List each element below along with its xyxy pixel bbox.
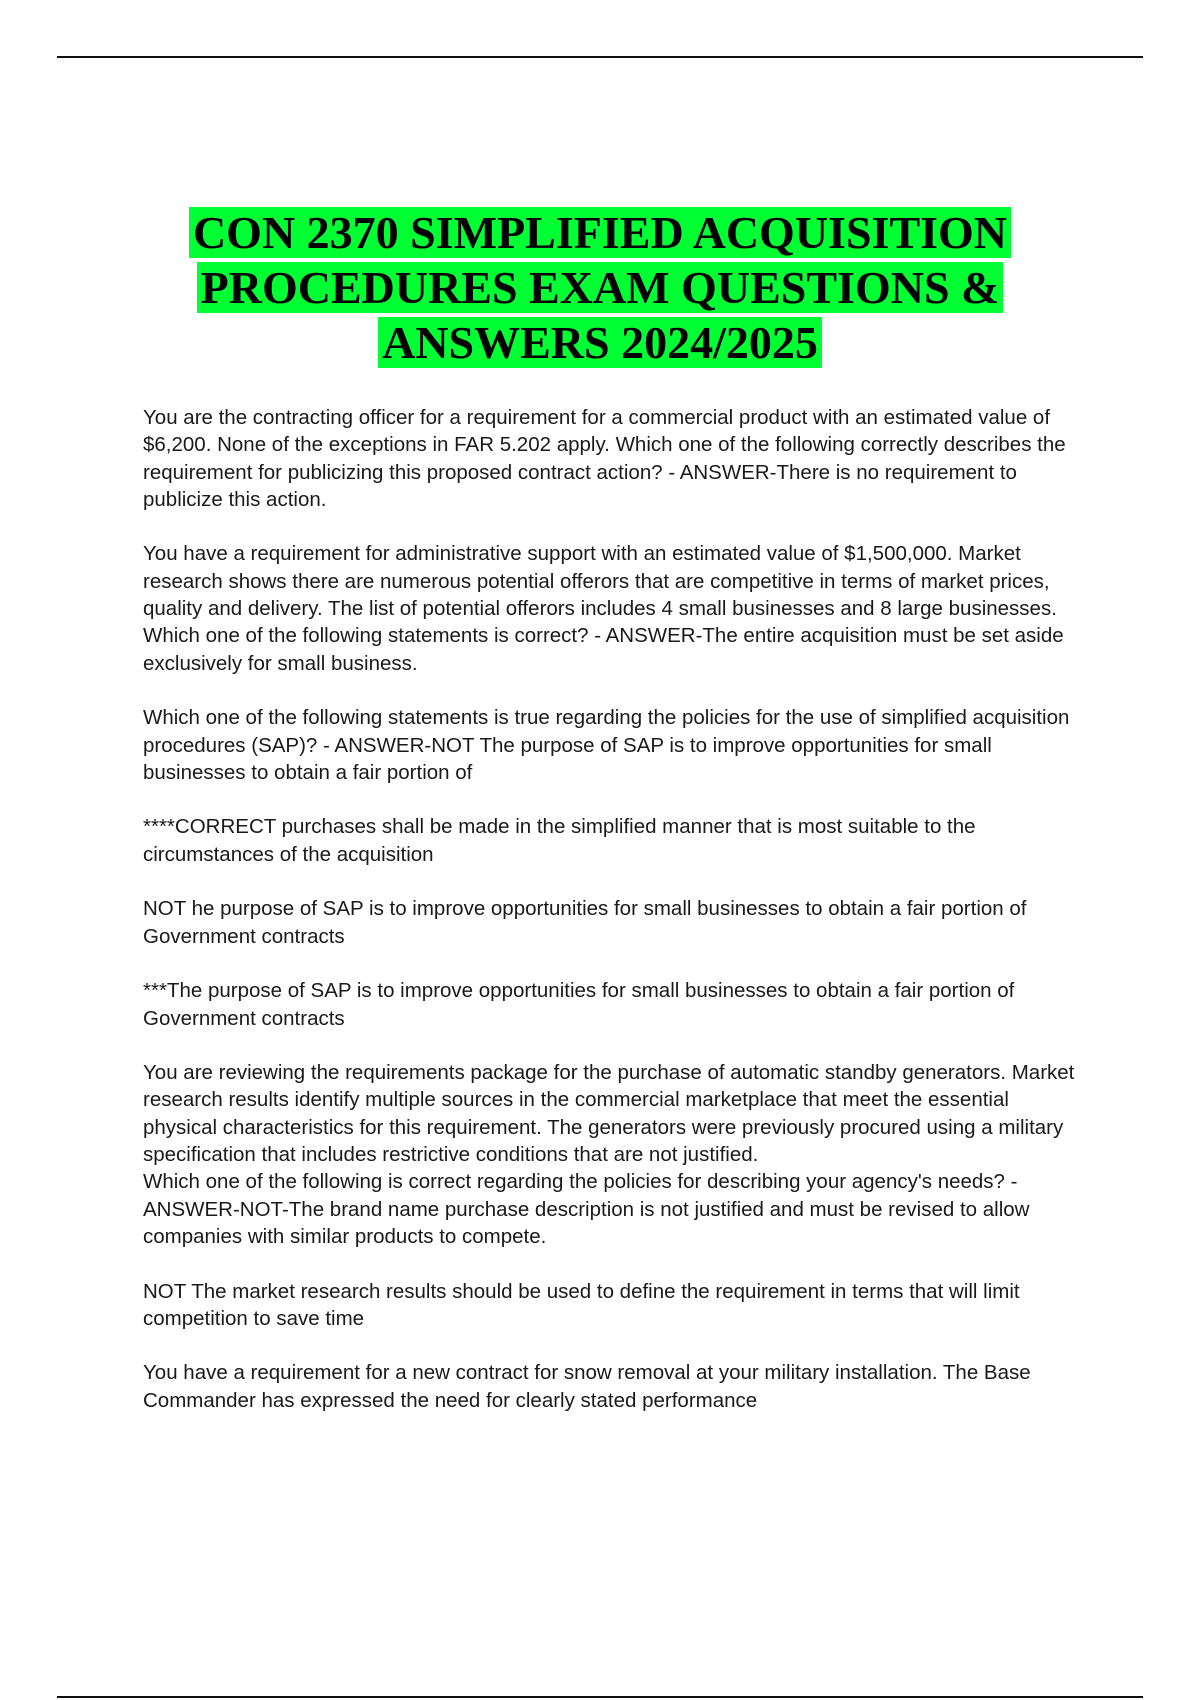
document-title [100, 205, 1100, 370]
question-paragraph-2: You have a requirement for administrative support with an estimated value of $1,500,000. Market research shows there are numerous potential offerors that are competitive in terms of market prices, quality and delivery. The list of potential offerors includes 4 small businesses and 8 large businesses. Which one of the following statements is correct? - ANSWER-The entire acquisition must be set aside exclusively for small business. [143, 542, 1064, 675]
title-line-3: ANSWERS 2024/2025 [378, 317, 822, 368]
answer-note-not: NOT he purpose of SAP is to improve opportunities for small businesses to obtain a fair portion of Government contracts [143, 897, 1027, 948]
question-paragraph-5: You have a requirement for a new contract for snow removal at your military installation. The Base Commander has expressed the need for clearly stated performance [143, 1361, 1031, 1412]
bottom-divider [57, 1696, 1143, 1698]
top-divider [57, 56, 1143, 58]
question-paragraph-1: You are the contracting officer for a requirement for a commercial product with an estimated value of $6,200. None of the exceptions in FAR 5.202 apply. Which one of the following correctly describes the requirement for publicizing this proposed contract action? - ANSWER-There is no requirement to publicize this action. [143, 406, 1066, 511]
answer-note-market-research: NOT The market research results should be used to define the requirement in terms that will limit competition to save time [143, 1279, 1020, 1330]
title-line-1: CON 2370 SIMPLIFIED ACQUISITION [189, 207, 1011, 258]
document-body [143, 404, 1078, 1441]
title-line-2: PROCEDURES EXAM QUESTIONS & [197, 262, 1004, 313]
question-paragraph-4: You are reviewing the requirements package for the purchase of automatic standby generators. Market research results identify multiple sources in the commercial marketplace that meet the essential physical characteristics for this requirement. The generators were previously procured using a military specification that includes restrictive conditions that are not justified. Which one of the following is correct regarding the policies for describing your agency's needs? - ANSWER-NOT-The brand name purchase description is not justified and must be revised to allow companies with similar products to compete. [143, 1061, 1075, 1248]
answer-note-correct: ****CORRECT purchases shall be made in the simplified manner that is most suitable to the circumstances of the acquisition [143, 815, 976, 866]
question-paragraph-3: Which one of the following statements is true regarding the policies for the use of simplified acquisition procedures (SAP)? - ANSWER-NOT The purpose of SAP is to improve opportunities for small businesses to obtain a fair portion of [143, 706, 1070, 784]
answer-note-starred: ***The purpose of SAP is to improve opportunities for small businesses to obtain a fair portion of Government contracts [143, 979, 1015, 1030]
